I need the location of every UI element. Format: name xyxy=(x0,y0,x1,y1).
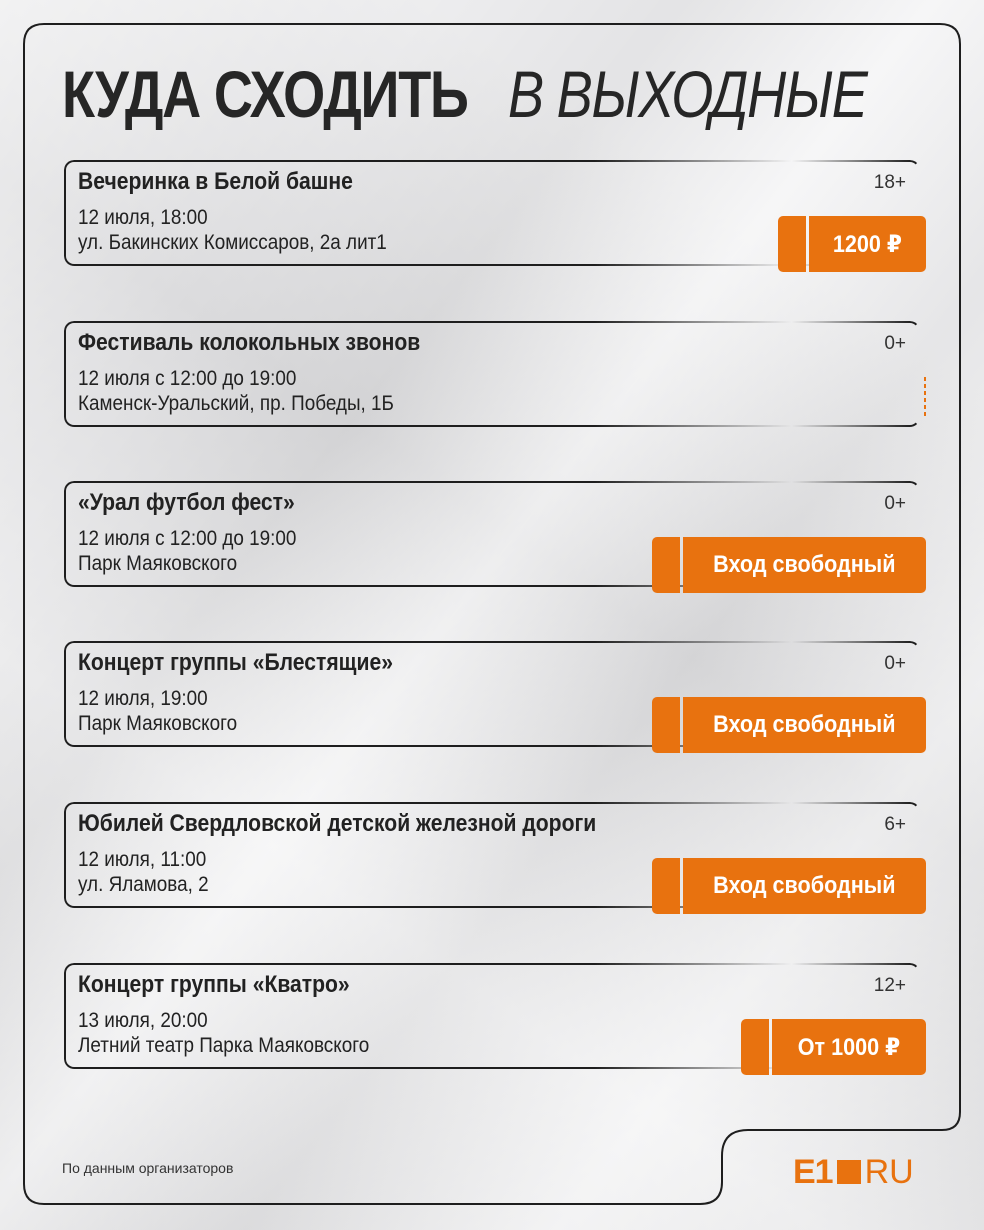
event-place: ул. Бакинских Комиссаров, 2а лит1 xyxy=(78,231,387,254)
event-date: 12 июля, 19:00 xyxy=(78,687,208,710)
ticket-dash-mark xyxy=(924,377,926,417)
age-rating: 18+ xyxy=(873,172,906,193)
e1-logo xyxy=(793,1152,914,1192)
price-label: 1200 ₽ xyxy=(833,230,903,258)
ticket-stub xyxy=(652,858,680,914)
ticket-stub xyxy=(741,1019,769,1075)
event-name: Концерт группы «Блестящие» xyxy=(78,649,393,676)
age-rating: 0+ xyxy=(884,493,906,514)
page-title xyxy=(62,54,945,134)
event-name: Юбилей Свердловской детской железной дороги xyxy=(78,810,597,837)
event-date: 12 июля с 12:00 до 19:00 xyxy=(78,367,297,390)
price-ticket xyxy=(778,216,926,272)
title-bold: КУДА СХОДИТЬ xyxy=(62,57,468,131)
event-place: Парк Маяковского xyxy=(78,712,238,735)
event-name: «Урал футбол фест» xyxy=(78,489,295,516)
event-card xyxy=(64,963,920,1069)
event-card xyxy=(64,481,920,587)
price-label: От 1000 ₽ xyxy=(797,1033,901,1061)
event-name: Фестиваль колокольных звонов xyxy=(78,329,421,356)
event-card xyxy=(64,802,920,908)
event-place: Каменск-Уральский, пр. Победы, 1Б xyxy=(78,392,394,415)
logo-suffix: RU xyxy=(864,1152,914,1191)
event-date: 12 июля с 12:00 до 19:00 xyxy=(78,527,297,550)
age-rating: 6+ xyxy=(884,814,906,835)
logo-square xyxy=(837,1160,861,1184)
ticket-stub xyxy=(652,697,680,753)
source-note: По данным организаторов xyxy=(62,1160,234,1176)
logo-main: E1 xyxy=(793,1152,833,1191)
price-ticket xyxy=(741,1019,926,1075)
event-place: Летний театр Парка Маяковского xyxy=(78,1034,370,1057)
ticket-stub xyxy=(652,537,680,593)
event-card xyxy=(64,321,920,427)
event-place: ул. Яламова, 2 xyxy=(78,873,209,896)
price-ticket xyxy=(652,858,926,914)
price-ticket xyxy=(652,537,926,593)
price-label: Вход свободный xyxy=(713,551,896,578)
price-label: Вход свободный xyxy=(713,711,896,738)
title-light: В ВЫХОДНЫЕ xyxy=(507,57,867,131)
event-date: 12 июля, 11:00 xyxy=(78,848,207,871)
price-ticket xyxy=(652,697,926,753)
age-rating: 12+ xyxy=(873,975,906,996)
event-card xyxy=(64,641,920,747)
event-name: Вечеринка в Белой башне xyxy=(78,168,353,195)
event-name: Концерт группы «Кватро» xyxy=(78,971,350,998)
ticket-stub xyxy=(778,216,806,272)
event-card xyxy=(64,160,920,266)
event-place: Парк Маяковского xyxy=(78,552,238,575)
event-date: 13 июля, 20:00 xyxy=(78,1009,208,1032)
event-date: 12 июля, 18:00 xyxy=(78,206,208,229)
price-label: Вход свободный xyxy=(713,872,896,899)
age-rating: 0+ xyxy=(884,653,906,674)
age-rating: 0+ xyxy=(884,333,906,354)
